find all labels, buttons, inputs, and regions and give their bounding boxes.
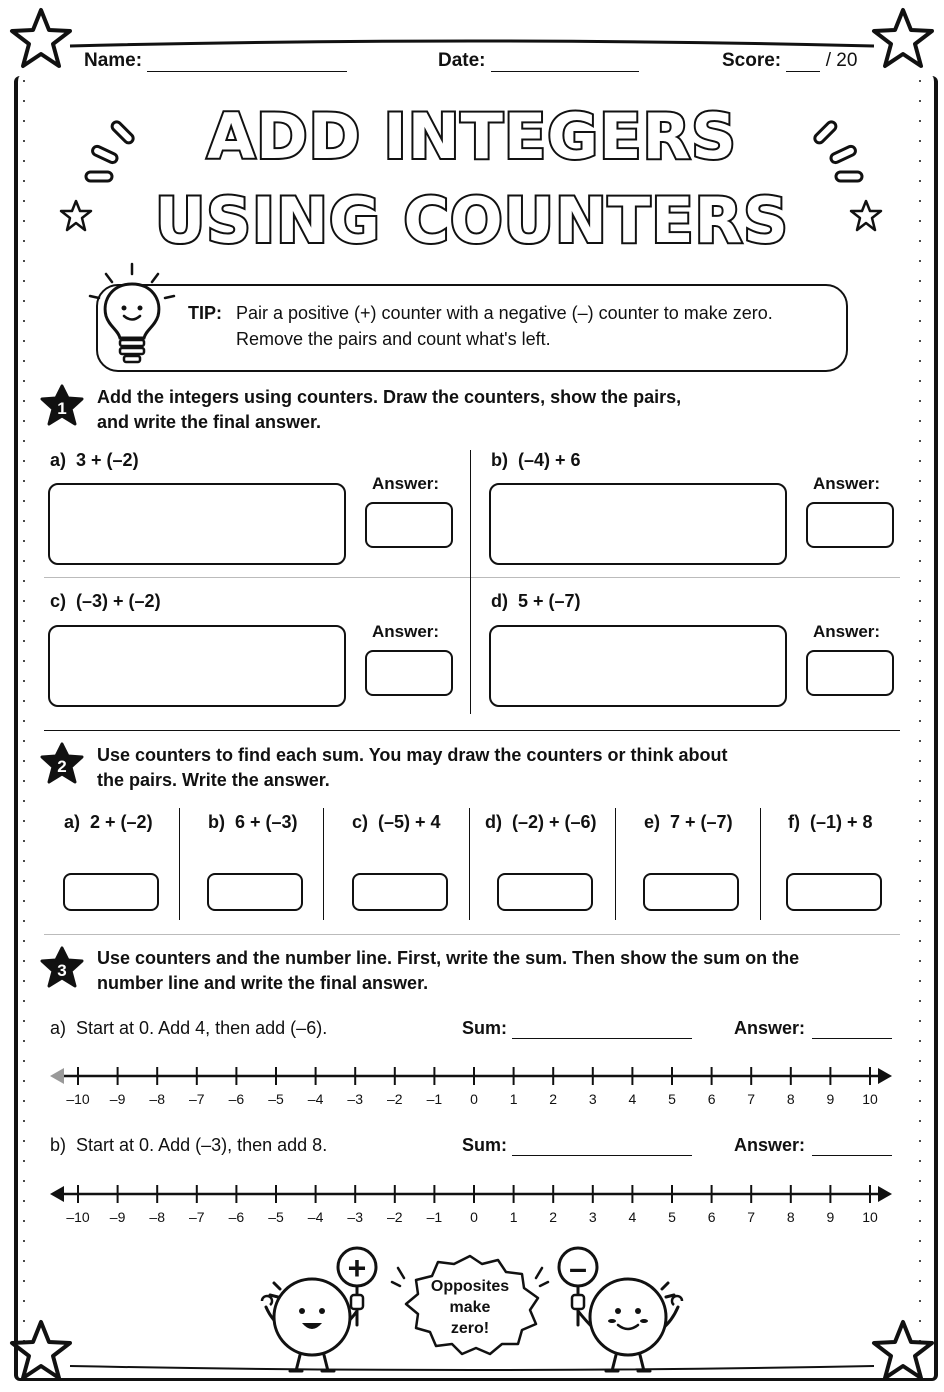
answer-label-3a: Answer: [734,1018,806,1038]
tick-label: –2 [387,1091,403,1107]
answer-box-2f[interactable] [786,873,882,911]
problem-2f: f) (–1) + 8 [788,812,873,832]
date-line[interactable] [491,71,639,72]
answer-box-2d[interactable] [497,873,593,911]
star-icon [870,6,936,72]
answer-box-2b[interactable] [207,873,303,911]
star-icon [8,6,74,72]
counter-drawing-box-1a[interactable] [48,483,346,565]
problem-1a: a) 3 + (–2) [50,450,139,470]
lightbulb-icon [86,262,178,366]
star-icon [8,1318,74,1384]
tick-label: 6 [707,1091,716,1107]
problem-3b: b) Start at 0. Add (–3), then add 8. [50,1135,328,1155]
tick-label: 4 [628,1209,637,1225]
sum-label-3a: Sum: [462,1018,507,1038]
tick-label: –7 [189,1209,205,1225]
answer-line-3b[interactable] [812,1155,892,1156]
tick-label: 7 [747,1209,756,1225]
tick-label: –6 [228,1209,245,1225]
problem-1d: d) 5 + (–7) [491,591,581,611]
answer-box-1b[interactable] [806,502,894,548]
number-line-a[interactable] [40,1060,904,1110]
tick-label: 3 [588,1209,597,1225]
tick-label: –4 [307,1209,324,1225]
sum-label-3b: Sum: [462,1135,507,1155]
tick-label: 5 [668,1209,676,1225]
answer-box-2c[interactable] [352,873,448,911]
answer-box-1d[interactable] [806,650,894,696]
star-icon [870,1318,936,1384]
arrow-right-icon [878,1068,892,1084]
arrow-left-icon [50,1186,64,1202]
small-star-icon [58,198,94,234]
tick-label: 8 [786,1091,795,1107]
worksheet-title [60,90,884,260]
problem-2a: a) 2 + (–2) [64,812,153,832]
problem-2b: b) 6 + (–3) [208,812,298,832]
tick-label: –7 [189,1091,205,1107]
tick-label: 9 [826,1091,835,1107]
name-line[interactable] [147,71,347,72]
tick-label: 6 [707,1209,716,1225]
counter-drawing-box-1b[interactable] [489,483,787,565]
section-1-number: 1 [57,399,67,418]
tick-label: –9 [109,1091,126,1107]
tick-label: 1 [509,1209,518,1225]
section-3-instruction-line2: number line and write the final answer. [97,973,429,993]
divider-vertical [469,808,470,920]
tick-label: –4 [307,1091,324,1107]
tick-label: 10 [862,1091,878,1107]
tip-line2: Remove the pairs and count what's left. [236,329,551,349]
problem-2c: c) (–5) + 4 [352,812,441,832]
answer-label-1c: Answer: [372,622,440,641]
tick-label: 5 [668,1091,676,1107]
answer-box-2e[interactable] [643,873,739,911]
section-2-number: 2 [57,757,67,776]
score-label: Score: [722,50,782,71]
section-3-number: 3 [57,961,67,980]
divider-vertical [179,808,180,920]
arrow-left-icon [50,1068,64,1084]
divider-vertical [323,808,324,920]
section-3-badge [40,946,84,990]
tick-label: 3 [588,1091,597,1107]
tick-label: –2 [387,1209,403,1225]
title-line1: ADD INTEGERS [207,100,737,173]
small-star-icon [848,198,884,234]
divider [44,577,900,578]
divider-vertical [615,808,616,920]
problem-3a: a) Start at 0. Add 4, then add (–6). [50,1018,328,1038]
tick-label: 0 [470,1091,478,1107]
section-1-instruction-line2: and write the final answer. [97,412,322,432]
tick-label: 8 [786,1209,795,1225]
tick-label: –5 [268,1209,284,1225]
arrow-right-icon [878,1186,892,1202]
name-label: Name: [84,50,143,71]
answer-box-1c[interactable] [365,650,453,696]
score-line[interactable] [786,71,820,72]
problem-1c: c) (–3) + (–2) [50,591,161,611]
tick-label: 7 [747,1091,756,1107]
answer-label-1a: Answer: [372,474,440,493]
sparkle-left-icon [80,110,150,190]
tick-label: –6 [228,1091,245,1107]
section-1-instruction-line1: Add the integers using counters. Draw the counters, show the pairs, [97,387,682,407]
counter-drawing-box-1d[interactable] [489,625,787,707]
answer-box-2a[interactable] [63,873,159,911]
minus-sign: – [569,1250,587,1286]
tip-line1: Pair a positive (+) counter with a negative (–) counter to make zero. [236,303,773,323]
answer-box-1a[interactable] [365,502,453,548]
section-divider [44,934,900,935]
divider-vertical [470,450,471,714]
section-3-instruction-line1: Use counters and the number line. First, write the sum. Then show the sum on the [97,948,800,968]
tick-label: –1 [426,1209,443,1225]
tick-label: 1 [509,1091,518,1107]
tick-label: 10 [862,1209,878,1225]
answer-label-1d: Answer: [813,622,881,641]
number-line-b[interactable] [40,1178,904,1228]
sum-line-3a[interactable] [512,1038,692,1039]
tick-label: –1 [426,1091,443,1107]
tick-label: –8 [149,1209,165,1225]
sparkle-right-icon [800,110,870,190]
answer-label-3b: Answer: [734,1135,806,1155]
title-line2: USING COUNTERS [155,184,789,257]
problem-1b: b) (–4) + 6 [491,450,581,470]
name-field[interactable] [84,50,347,72]
tick-label: 2 [549,1091,558,1107]
speech-bubble-text: Opposites make zero! [430,1278,510,1337]
plus-sign: + [347,1250,367,1286]
answer-line-3a[interactable] [812,1038,892,1039]
sum-line-3b[interactable] [512,1155,692,1156]
section-2-instruction-line2: the pairs. Write the answer. [97,770,330,790]
problem-2e: e) 7 + (–7) [644,812,733,832]
section-2-badge [40,742,84,786]
tick-label: –10 [66,1091,90,1107]
problem-2d: d) (–2) + (–6) [485,812,597,832]
tick-label: 9 [826,1209,835,1225]
counter-drawing-box-1c[interactable] [48,625,346,707]
tip-label: TIP: [188,303,222,323]
tick-label: 0 [470,1209,478,1225]
tick-label: –10 [66,1209,90,1225]
divider-vertical [760,808,761,920]
date-field[interactable] [438,50,639,72]
tick-label: 4 [628,1091,637,1107]
tick-label: 2 [549,1209,558,1225]
tick-label: –5 [268,1091,284,1107]
tick-label: –3 [347,1209,363,1225]
answer-label-1b: Answer: [813,474,881,493]
section-2-instruction-line1: Use counters to find each sum. You may draw the counters or think about [97,745,728,765]
section-1-badge [40,384,84,428]
tick-label: –9 [109,1209,126,1225]
section-divider [44,730,900,731]
score-field[interactable] [722,50,857,72]
tick-label: –8 [149,1091,165,1107]
score-total: / 20 [825,50,858,71]
tick-label: –3 [347,1091,363,1107]
date-label: Date: [438,50,486,71]
